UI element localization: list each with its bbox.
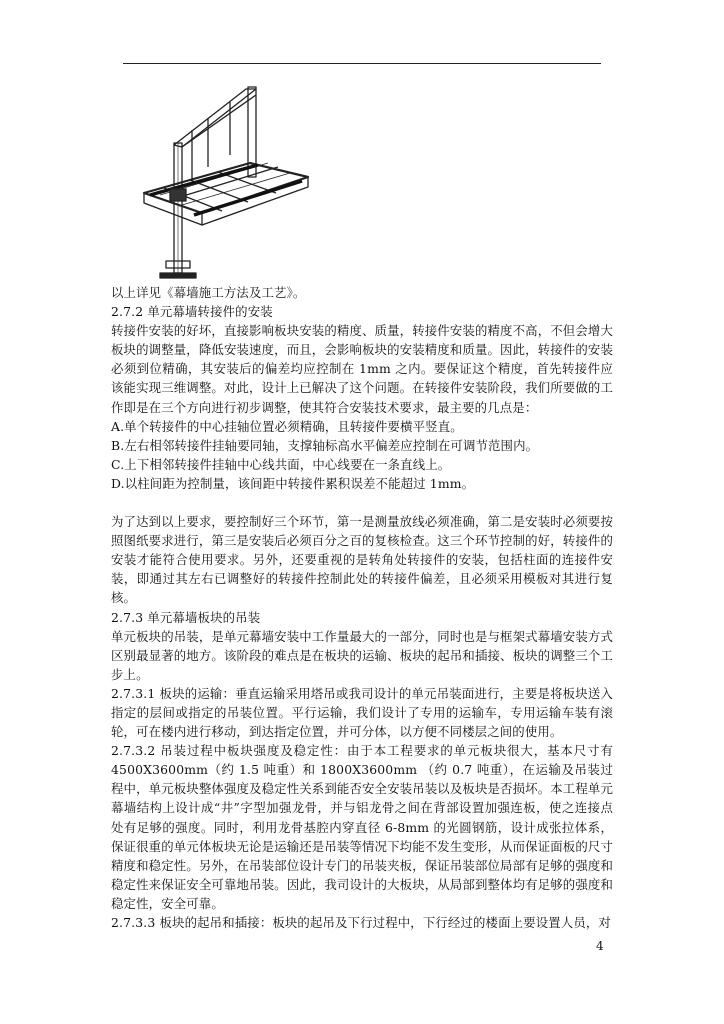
list-item-a: A.单个转接件的中心挂轴位置必须精确，且转接件要横平竖直。 — [111, 418, 463, 434]
paragraph-2-7-3-3: 2.7.3.3 板块的起吊和插接：板块的起吊及下行过程中，下行经过的楼面上要设置人员，对 — [111, 915, 611, 930]
paragraph: 转接件安装的好坏，直接影响板块安装的精度、质量，转接件安装的精度不高，不但会增大板块的调整量，降低安装速度，而且，会影响板块的安装精度和质量。因此，转接件的安装必须到位精确，其安装后的偏差均应控制在 1mm 之内。要保证这个精度，首先转接件应该能实现三维调整。对此，设计上已解决了这个问题。在转接件安装阶段，我们所要做的工作即是在三个方向进行初步调整，使其符合安装技术要求，最主要的几点是： — [111, 323, 613, 415]
page-number: 4 — [596, 939, 604, 953]
figure-caption: 以上详见《幕墙施工方法及工艺》。 — [111, 285, 306, 300]
paragraph-2-7-3-2: 2.7.3.2 吊装过程中板块强度及稳定性：由于本工程要求的单元板块很大，基本尺寸有 4500X3600mm（约 1.5 吨重）和 1800X3600mm （约 0.7 吨重），在运输及吊装过程中，单元板块整体强度及稳定性关系到能否安全安装吊装以及板块是否损坏。本工程单元幕墙结构上设计成“井”字型加强龙骨，并与铝龙骨之间在背部设置加强连板，使之连接点处有足够的强度。同时，利用龙骨基腔内穿直径 6-8mm 的光圆钢筋，设计成张拉体系，保证很重的单元体板块无论是运输还是吊装等情况下均能不发生变形，从而保证面板的尺寸精度和稳定性。另外，在吊装部位设计专门的吊装夹板，保证吊装部位局部有足够的强度和稳定性来保证安全可靠地吊装。因此，我司设计的大板块，从局部到整体均有足够的强度和稳定性，安全可靠。 — [111, 743, 613, 911]
list-item-b: B.左右相邻转接件挂轴要同轴，支撑轴标高水平偏差应控制在可调节范围内。 — [111, 437, 539, 453]
section-heading-2-7-2: 2.7.2 单元幕墙转接件的安装 — [111, 304, 273, 320]
lifting-rig-illustration — [130, 85, 330, 280]
section-heading-2-7-3: 2.7.3 单元幕墙板块的吊装 — [111, 609, 261, 625]
paragraph: 单元板块的吊装，是单元幕墙安装中工作量最大的一部分，同时也是与框架式幕墙安装方式区别最显著的地方。该阶段的难点是在板块的运输、板块的起吊和插接、板块的调整三个工步上。 — [111, 628, 613, 682]
paragraph-2-7-3-1: 2.7.3.1 板块的运输：垂直运输采用塔吊或我司设计的单元吊装面进行，主要是将板块送入指定的层间或指定的吊装位置。平行运输，我们设计了专用的运输车，专用运输车装有滚轮，可在楼内进行移动，到达指定位置，并可分体，以方便不同楼层之间的使用。 — [111, 685, 613, 740]
document-body — [111, 283, 613, 932]
paragraph-gap — [111, 493, 613, 512]
header-rule — [123, 63, 601, 64]
list-item-c: C.上下相邻转接件挂轴中心线共面，中心线要在一条直线上。 — [111, 456, 451, 472]
list-item-d: D.以柱间距为控制量，该间距中转接件累积误差不能超过 1mm。 — [111, 475, 475, 491]
paragraph: 为了达到以上要求，要控制好三个环节，第一是测量放线必须准确，第二是安装时必须要按照图纸要求进行，第三是安装后必须百分之百的复核检查。这三个环节控制的好，转接件的安装才能符合使用要求。另外，还要重视的是转角处转接件的安装，包括柱面的连接件安装，即通过其左右已调整好的转接件控制此处的转接件偏差，且必须采用模板对其进行复核。 — [111, 514, 613, 606]
